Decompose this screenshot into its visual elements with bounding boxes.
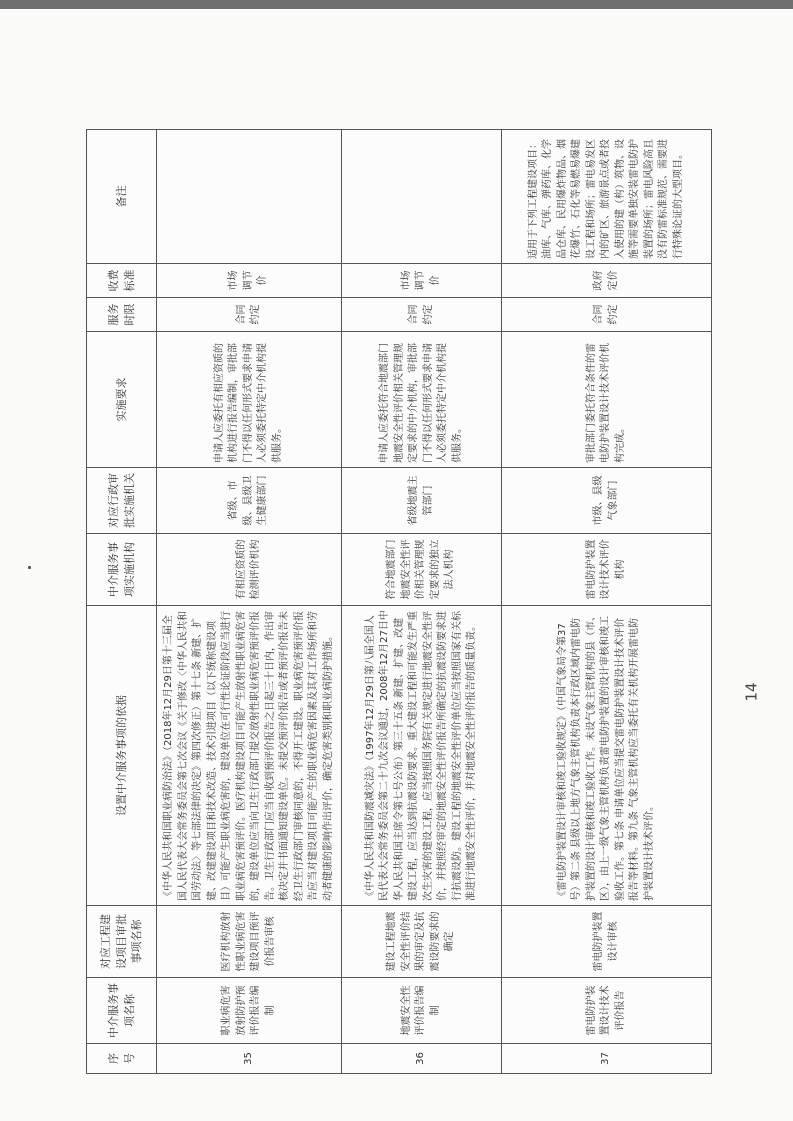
header-remarks: 备注	[87, 130, 157, 264]
cell-remarks	[342, 130, 502, 264]
cell-basis: 《中华人民共和国职业病防治法》（2018年12月29日第十三届全国人民代表大会常务委员会第七次会议《关于修改〈中华人民共和国劳动法〉等七部法律的决定》第四次修正）第十七条 新建、扩建、改建建设项目和技术改造、技术引进项目（以下统称建设项目）可能产生职业病危害的，建设单位在可行性论证阶段应当进行职业病危害预评价。医疗机构建设项目可能产生放射性职业病危害的，建设单位应当向卫生行政部门提交放射性职业病危害预评价报告。卫生行政部门应当自收到预评价报告之日起三十日内，作出审核决定并书面通知建设单位。未提交预评价报告或者预评价报告未经卫生行政部门审核同意的，不得开工建设。职业病危害预评价报告应当对建设项目可能产生的职业病危害因素及其对工作场所和劳动者健康的影响作出评价，确定危害类别和职业病防护措施。	[157, 606, 342, 906]
cell-agency: 符合地震部门地震安全性评价相关管理规定要求的独立法人机构	[342, 534, 502, 606]
cell-basis: 《雷电防护装置设计审核和竣工验收规定》（中国气象局令第37号）第二条 县级以上地方气象主管机构负责本行政区域内雷电防护装置的设计审核和竣工验收工作。未设气象主管机构的县（市、区），由上一级气象主管机构负责雷电防护装置的设计审核和竣工验收工作。第七条 申请单位应当提交雷电防护装置设计技术评价报告等材料。第九条 气象主管机构应当委托有关机构开展雷电防护装置设计技术评价。	[502, 606, 712, 906]
header-seq: 序号	[87, 1044, 157, 1074]
cell-requirements: 申请人应委托符合地震部门地震安全性评价相关管理规定要求的中介机构，审批部门不得以任何形式要求申请人必须委托特定中介机构提供服务。	[342, 332, 502, 468]
header-approval: 对应工程建设项目审批事项名称	[87, 906, 157, 978]
page-number: 14	[742, 682, 761, 702]
cell-remarks: 适用于下列工程建设项目：油库、气库、弹药库、化学品仓库、民用爆炸物品、烟花爆竹、石化等易燃易爆建设工程和场所；雷电易发区内的矿区、旅游景点或者投入使用的建（构）筑物、设施等需要单独安装雷电防护装置的场所；雷电风险高且没有防雷标准规范、需要进行特殊论证的大型项目。	[502, 130, 712, 264]
cell-time-limit: 合同约定	[342, 298, 502, 332]
scan-artifact	[28, 566, 31, 569]
cell-seq: 36	[342, 1044, 502, 1074]
table-header-row	[87, 130, 157, 1074]
header-agency: 中介服务事项实施机构	[87, 534, 157, 606]
cell-fee: 市场调节价	[157, 264, 342, 298]
table-row	[157, 130, 342, 1074]
cell-requirements: 审批部门委托符合条件的雷电防护装置设计技术评价机构完成。	[502, 332, 712, 468]
rotated-table-page	[86, 130, 711, 1074]
header-basis: 设置中介服务事项的依据	[87, 606, 157, 906]
cell-fee: 市场调节价	[342, 264, 502, 298]
header-item-name: 中介服务事项名称	[87, 978, 157, 1044]
table-row	[502, 130, 712, 1074]
header-authority: 对应行政审批实施机关	[87, 468, 157, 534]
cell-authority: 省级、市级、县级卫生健康部门	[157, 468, 342, 534]
cell-approval: 建设工程地震安全性评价结果的审定及抗震设防要求的确定	[342, 906, 502, 978]
cell-time-limit: 合同约定	[502, 298, 712, 332]
cell-requirements: 申请人应委托有相应资质的机构进行报告编制，审批部门不得以任何形式要求申请人必须委托特定中介机构提供服务。	[157, 332, 342, 468]
header-fee: 收费标准	[87, 264, 157, 298]
cell-approval: 医疗机构放射性职业病危害建设项目预评价报告审核	[157, 906, 342, 978]
header-requirements: 实施要求	[87, 332, 157, 468]
cell-approval: 雷电防护装置设计审核	[502, 906, 712, 978]
header-time-limit: 服务时限	[87, 298, 157, 332]
cell-agency: 有相应资质的检测评价机构	[157, 534, 342, 606]
cell-agency: 雷电防护装置设计技术评价机构	[502, 534, 712, 606]
cell-basis: 《中华人民共和国防震减灾法》（1997年12月29日第八届全国人民代表大会常务委员会第二十九次会议通过，2008年12月27日中华人民共和国主席令第七号公布）第三十五条 新建、扩建、改建建设工程，应当达到抗震设防要求。重大建设工程和可能发生严重次生灾害的建设工程，应当按照国务院有关规定进行地震安全性评价，并按照经审定的地震安全性评价报告所确定的抗震设防要求进行抗震设防。建设工程的地震安全性评价单位应当按照国家有关标准进行地震安全性评价，并对地震安全性评价报告的质量负责。	[342, 606, 502, 906]
cell-item-name: 地震安全性评价报告编制	[342, 978, 502, 1044]
scan-top-edge	[0, 0, 793, 9]
table-row	[342, 130, 502, 1074]
cell-item-name: 职业病危害放射防护预评价报告编制	[157, 978, 342, 1044]
cell-fee: 政府定价	[502, 264, 712, 298]
cell-authority: 省级地震主管部门	[342, 468, 502, 534]
intermediary-service-table	[86, 129, 712, 1074]
cell-remarks	[157, 130, 342, 264]
cell-seq: 35	[157, 1044, 342, 1074]
cell-authority: 市级、县级气象部门	[502, 468, 712, 534]
cell-item-name: 雷电防护装置设计技术评价报告	[502, 978, 712, 1044]
cell-time-limit: 合同约定	[157, 298, 342, 332]
cell-seq: 37	[502, 1044, 712, 1074]
